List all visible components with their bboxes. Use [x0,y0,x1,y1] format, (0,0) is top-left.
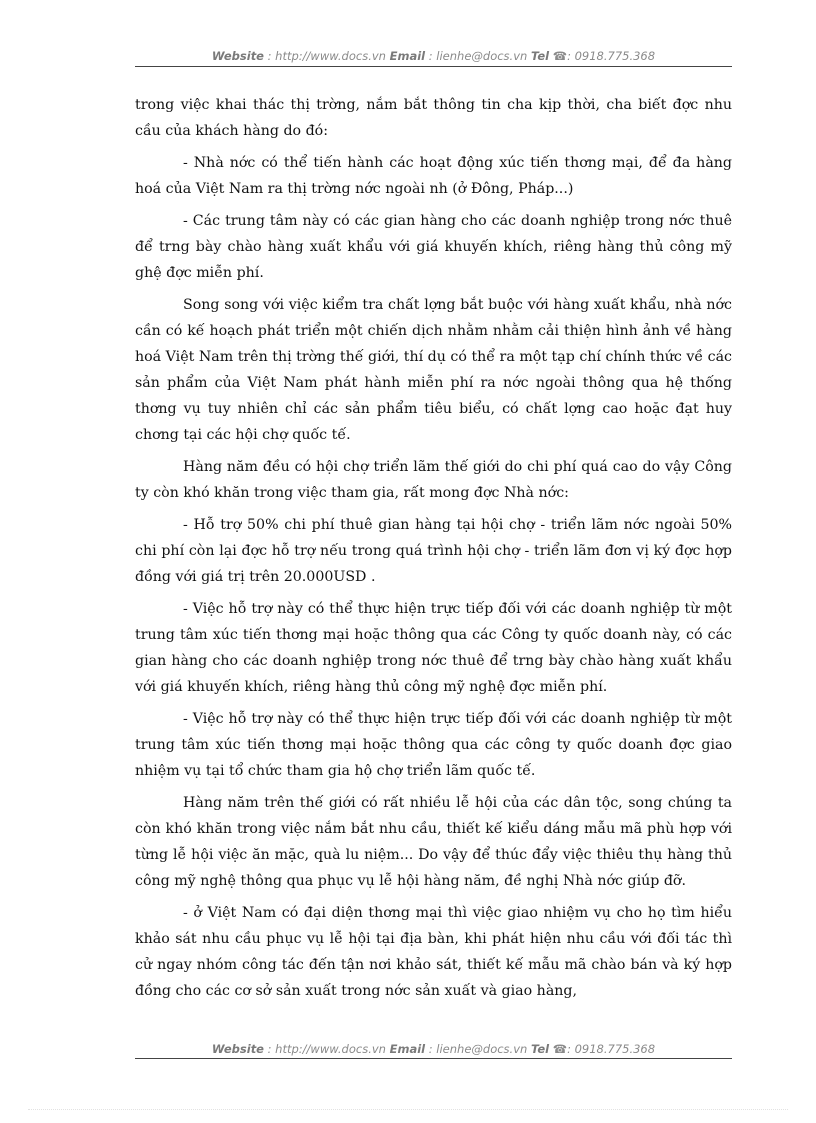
header-divider [135,66,732,67]
phone-icon: ☎ [552,49,568,63]
page-footer [135,1041,732,1057]
footer-divider [135,1058,732,1059]
paragraph-2: - Nhà nớc có thể tiến hành các hoạt động xúc tiến thơng mại, để đa hàng hoá của Việt Nam ra thị trờng nớc ngoài nh (ở Đông, Pháp...) [135,155,732,197]
paragraph-9: Hàng năm trên thế giới có rất nhiều lễ hội của các dân tộc, song chúng ta còn khó khăn trong việc nắm bắt nhu cầu, thiết kế kiểu dáng mẫu mã phù hợp với từng lễ hội việc ăn mặc, quà lu niệm... Do vậy để thúc đẩy việc thiêu thụ hàng thủ công mỹ nghệ thông qua phục vụ lễ hội hàng năm, đề nghị Nhà nớc giúp đỡ. [135,795,732,889]
footer-tel-number: : 0918.775.368 [567,1042,656,1056]
header-tel-label: Tel [530,49,550,63]
header-email-label: Email [389,49,426,63]
footer-email-address[interactable]: : lienhe@docs.vn [428,1042,528,1056]
page-bottom-dotted-line [28,1109,788,1110]
paragraph-8: - Việc hỗ trợ này có thể thực hiện trực tiếp đối với các doanh nghiệp từ một trung tâm xúc tiến thơng mại hoặc thông qua các công ty quốc doanh đợc giao nhiệm vụ tại tổ chức tham gia hộ chợ triển lãm quốc tế. [135,711,732,779]
header-website-url[interactable]: : http://www.docs.vn [267,49,386,63]
footer-website-label: Website [211,1042,264,1056]
paragraph-1: trong việc khai thác thị trờng, nắm bắt thông tin cha kịp thời, cha biết đợc nhu cầu của khách hàng do đó: [135,97,732,139]
footer-email-label: Email [389,1042,426,1056]
footer-tel-label: Tel [530,1042,550,1056]
document-body [135,92,732,1010]
paragraph-5: Hàng năm đều có hội chợ triển lãm thế giới do chi phí quá cao do vậy Công ty còn khó khăn trong việc tham gia, rất mong đợc Nhà nớc: [135,459,732,501]
page-header [135,48,732,64]
paragraph-4: Song song với việc kiểm tra chất lợng bắt buộc với hàng xuất khẩu, nhà nớc cần có kế hoạch phát triển một chiến dịch nhằm nhằm cải thiện hình ảnh về hàng hoá Việt Nam trên thị trờng thế giới, thí dụ có thể ra một tạp chí chính thức về các sản phẩm của Việt Nam phát hành miễn phí ra nớc ngoài thông qua hệ thống thơng vụ tuy nhiên chỉ các sản phẩm tiêu biểu, có chất lợng cao hoặc đạt huy chơng tại các hội chợ quốc tế. [135,297,732,443]
paragraph-6: - Hỗ trợ 50% chi phí thuê gian hàng tại hội chợ - triển lãm nớc ngoài 50% chi phí còn lại đợc hỗ trợ nếu trong quá trình hội chợ - triển lãm đơn vị ký đợc hợp đồng với giá trị trên 20.000USD . [135,517,732,585]
phone-icon: ☎ [552,1042,568,1056]
header-tel-number: : 0918.775.368 [567,49,656,63]
header-website-label: Website [211,49,264,63]
paragraph-3: - Các trung tâm này có các gian hàng cho các doanh nghiệp trong nớc thuê để trng bày chào hàng xuất khẩu với giá khuyến khích, riêng hàng thủ công mỹ ghệ đợc miễn phí. [135,213,732,281]
paragraph-7: - Việc hỗ trợ này có thể thực hiện trực tiếp đối với các doanh nghiệp từ một trung tâm xúc tiến thơng mại hoặc thông qua các Công ty quốc doanh này, có các gian hàng cho các doanh nghiệp trong nớc thuê để trng bày chào hàng xuất khẩu với giá khuyến khích, riêng hàng thủ công mỹ nghệ đợc miễn phí. [135,601,732,695]
header-email-address[interactable]: : lienhe@docs.vn [428,49,528,63]
footer-website-url[interactable]: : http://www.docs.vn [267,1042,386,1056]
paragraph-10: - ở Việt Nam có đại diện thơng mại thì việc giao nhiệm vụ cho họ tìm hiểu khảo sát nhu cầu phục vụ lễ hội tại địa bàn, khi phát hiện nhu cầu với đối tác thì cử ngay nhóm công tác đến tận nơi khảo sát, thiết kế mẫu mã chào bán và ký hợp đồng cho các cơ sở sản xuất trong nớc sản xuất và giao hàng, [135,905,732,999]
